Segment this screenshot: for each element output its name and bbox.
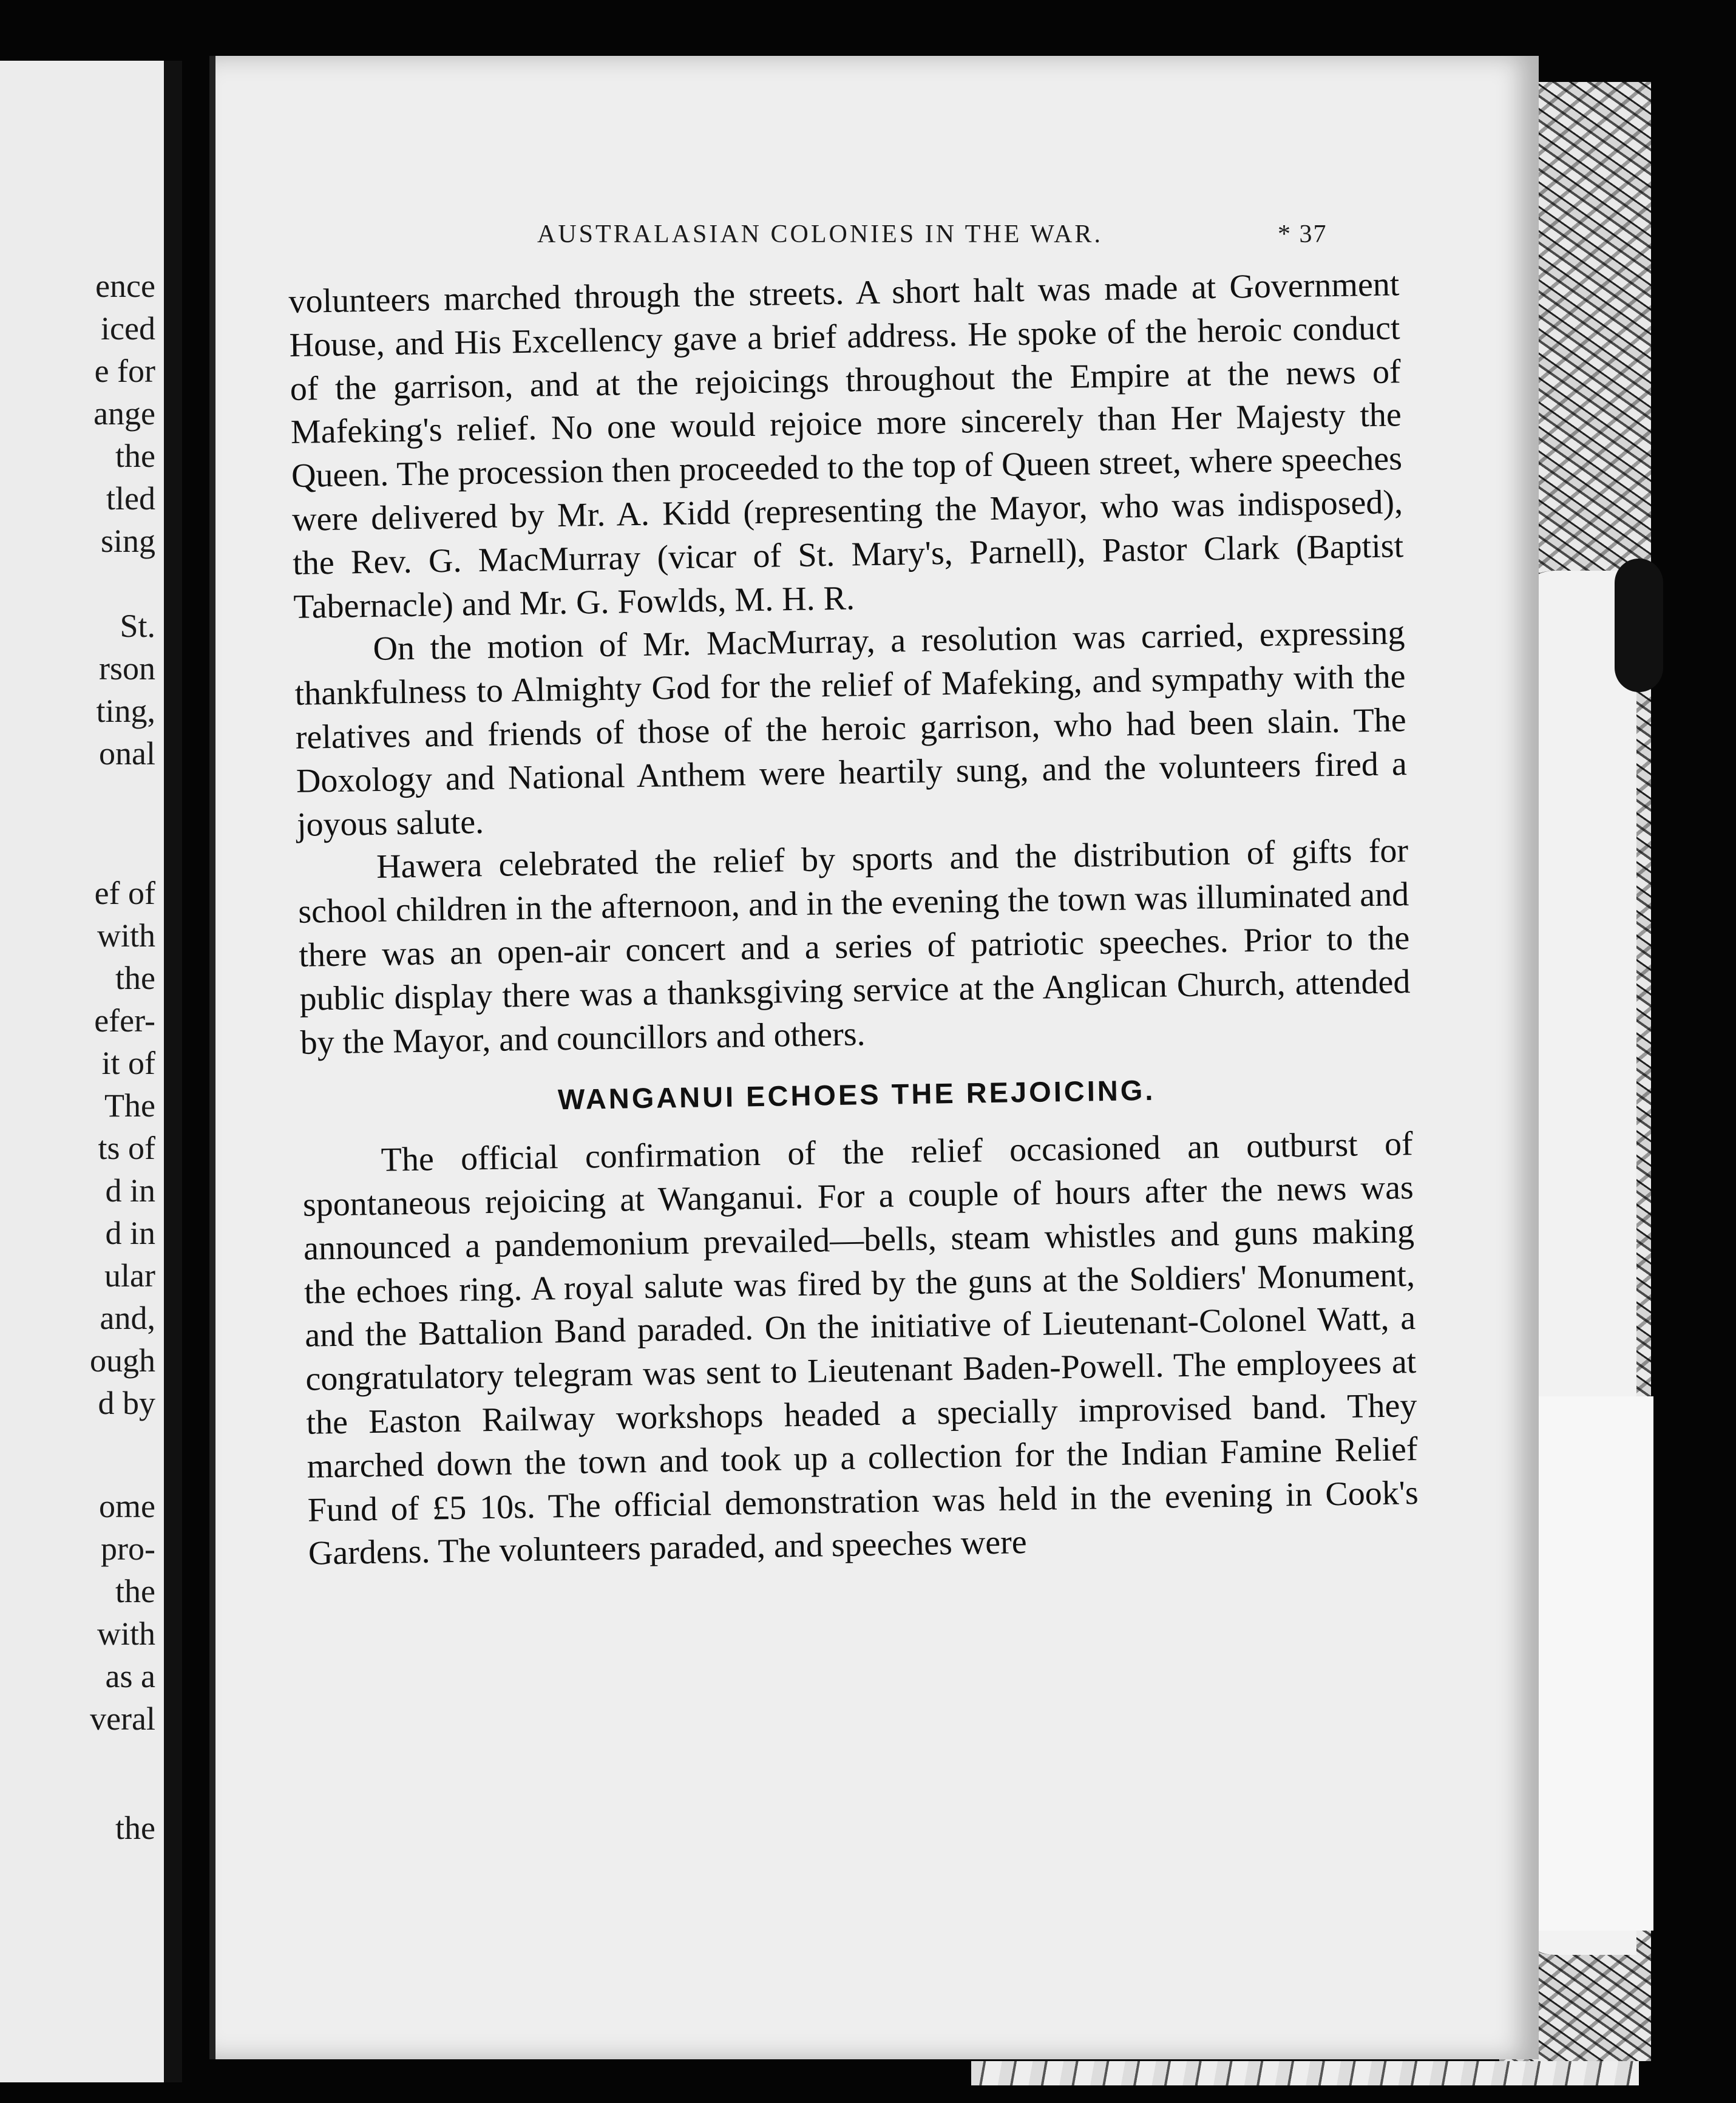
- left-page-fragment: onal: [99, 735, 155, 772]
- left-page-fragment: ular: [104, 1257, 155, 1294]
- left-page-fragment: ough: [90, 1342, 155, 1379]
- paragraph: Hawera celebrated the relief by sports and the distribution of gifts for school children in the afternoon, and in the evening the town was illuminated and there was an open-air concert and a series of patriotic speeches. Prior to the public display there was a thanksgiving service at the Anglican Church, attended by the Mayor, and councillors and others.: [297, 832, 1411, 1062]
- left-page-fragment: ef of: [94, 875, 155, 911]
- left-page-fragment: ts of: [98, 1130, 155, 1166]
- left-page-fragment: tled: [106, 480, 155, 517]
- left-page-fragment: veral: [90, 1700, 155, 1737]
- body-text: [288, 263, 1419, 1576]
- left-page-fragment: sing: [100, 523, 155, 559]
- left-page-fragment: the: [115, 1573, 155, 1609]
- running-head-title: AUSTRALASIAN COLONIES IN THE WAR.: [537, 220, 1103, 248]
- left-page-fragment: St.: [120, 608, 155, 644]
- left-page-fragment: ome: [99, 1488, 155, 1524]
- left-page-fragment: ence: [95, 268, 155, 304]
- tab-notch: [1615, 559, 1663, 692]
- left-facing-page: [0, 61, 182, 2082]
- paragraph: volunteers marched through the streets. A short halt was made at Government House, and His Excellency gave a brief address. He spoke of the heroic conduct of the garrison, and at the rejoicings throughout the Empire at the news of Mafeking's relief. No one would rejoice more sincerely than Her Majesty the Queen. The procession then proceeded to the top of Queen street, where speeches were delivered by Mr. A. Kidd (representing the Mayor, who was indisposed), the Rev. G. MacMurray (vicar of St. Mary's, Parnell), Pastor Clark (Baptist Tabernacle) and Mr. G. Fowlds, M. H. R.: [288, 265, 1404, 626]
- left-page-fragment: ting,: [96, 693, 155, 729]
- left-page-fragment: rson: [99, 650, 155, 687]
- section-heading: WANGANUI ECHOES THE REJOICING.: [557, 1074, 1156, 1116]
- left-page-fragment: d in: [105, 1215, 155, 1251]
- left-page-fragment: iced: [101, 310, 155, 347]
- left-page-fragment: The: [104, 1087, 155, 1124]
- book-page: [209, 56, 1539, 2059]
- left-page-fragment: it of: [101, 1045, 155, 1081]
- left-page-fragment: ange: [93, 395, 155, 432]
- left-page-fragment: the: [115, 438, 155, 474]
- left-page-fragment: and,: [100, 1300, 155, 1336]
- page-bottom-edge: [971, 2061, 1639, 2085]
- paragraph: The official confirmation of the relief occasioned an outburst of spontaneous rejoicing at Wanganui. For a couple of hours after the news was announced a pandemonium prevailed—bells, steam whistles and guns making the echoes ring. A royal salute was fired by the guns at the Soldiers' Monument, and the Battalion Band paraded. On the initiative of Lieutenant-Colonel Watt, a congratulatory telegram was sent to Lieutenant Baden-Powell. The employees at the Easton Railway workshops headed a specially improvised band. They marched down the town and took up a collection for the Indian Famine Relief Fund of £5 10s. The official demonstration was held in the evening in Cook's Gardens. The volunteers paraded, and speeches were: [302, 1125, 1419, 1573]
- left-page-fragment: d in: [105, 1172, 155, 1209]
- paragraph: On the motion of Mr. MacMurray, a resolution was carried, expressing thankfulness to Almighty God for the relief of Mafeking, and sympathy with the relatives and friends of those of the heroic garrison, who had been slain. The Doxology and National Anthem were heartily sung, and the volunteers fired a joyous salute.: [294, 614, 1408, 844]
- left-page-fragment: the: [115, 1810, 155, 1846]
- left-page-fragment: with: [97, 1615, 155, 1652]
- left-page-fragment: as a: [105, 1658, 155, 1694]
- left-page-fragment: efer-: [94, 1002, 155, 1039]
- left-page-fragment: d by: [98, 1385, 155, 1421]
- page-number: * 37: [1278, 220, 1327, 248]
- left-page-fragment: e for: [94, 353, 155, 389]
- left-page-fragment: with: [97, 917, 155, 954]
- left-page-fragment: pro-: [101, 1531, 155, 1567]
- page-tab-lower: [1530, 1396, 1653, 1931]
- left-page-fragment: the: [115, 960, 155, 996]
